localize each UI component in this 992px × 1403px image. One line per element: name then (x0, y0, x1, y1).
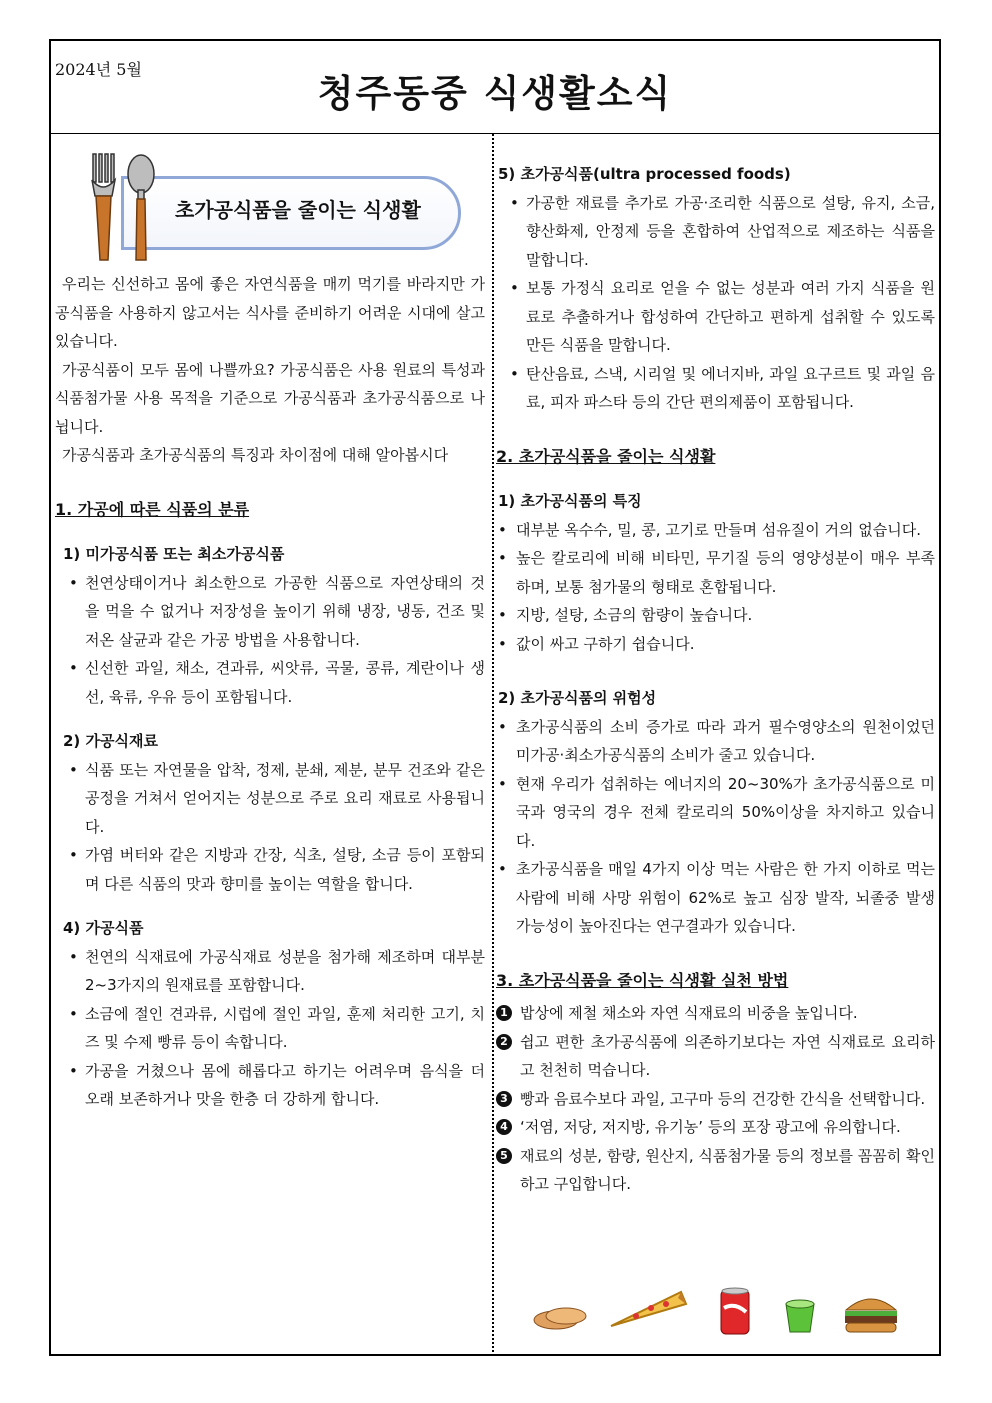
subsection-2-1-list (496, 516, 935, 659)
list-item: 2 쉽고 편한 초가공식품에 의존하기보다는 자연 식재료로 요리하고 천천히 먹습니다. (520, 1028, 935, 1085)
list-item: 4 ‘저염, 저당, 저지방, 유기농’ 등의 포장 광고에 유의합니다. (520, 1113, 935, 1142)
list-item: • 가염 버터와 같은 지방과 간장, 식초, 설탕, 소금 등이 포함되며 다른 식품의 맛과 향미를 높이는 역할을 합니다. (85, 841, 485, 898)
intro-paragraph-2: 가공식품이 모두 몸에 나쁠까요? 가공식품은 사용 원료의 특성과 식품첨가물 사용 목적을 기준으로 가공식품과 초가공식품으로 나뉩니다. (55, 360, 485, 436)
list-item: • 천연의 식재료에 가공식재료 성분을 첨가해 제조하며 대부분 2~3가지의 원재료를 포함합니다. (85, 943, 485, 1000)
list-item: • 지방, 설탕, 소금의 함량이 높습니다. (516, 601, 935, 630)
number-badge: 5 (496, 1148, 512, 1164)
list-item: • 식품 또는 자연물을 압착, 정제, 분쇄, 제분, 분무 건조와 같은 공정을 거쳐서 얻어지는 성분으로 주로 요리 재료로 사용됩니다. (85, 756, 485, 842)
list-item: • 높은 칼로리에 비해 비타민, 무기질 등의 영양성분이 매우 부족하며, 보통 첨가물의 형태로 혼합됩니다. (516, 544, 935, 601)
list-item: • 초가공식품의 소비 증가로 따라 과거 필수영양소의 원천이었던 미가공·최소가공식품의 소비가 줄고 있습니다. (516, 713, 935, 770)
food-illustrations (516, 1282, 916, 1342)
newsletter-frame (49, 39, 941, 1356)
soda-can-icon (721, 1288, 749, 1334)
list-item: • 값이 싸고 구하기 쉽습니다. (516, 630, 935, 659)
issue-date: 2024년 5월 (55, 60, 142, 79)
list-item: 5 재료의 성분, 함량, 원산지, 식품첨가물 등의 정보를 꼼꼼히 확인하고 구입합니다. (520, 1142, 935, 1199)
green-cup-icon (786, 1300, 814, 1332)
header (51, 41, 939, 134)
list-item: • 보통 가정식 요리로 얻을 수 없는 성분과 여러 가지 식품을 원료로 추출하거나 합성하여 간단하고 편하게 섭취할 수 있도록 만든 식품을 말합니다. (526, 274, 935, 360)
intro-paragraph-3: 가공식품과 초가공식품의 특징과 차이점에 대해 알아봅시다 (62, 446, 449, 464)
subsection-1-4-title: 4) 가공식품 (63, 919, 144, 937)
left-column (51, 134, 491, 1114)
intro-paragraph-1: 우리는 신선하고 몸에 좋은 자연식품을 매끼 먹기를 바라지만 가공식품을 사용하지 않고서는 식사를 준비하기 어려운 시대에 살고 있습니다. (55, 275, 485, 350)
section-2-title: 2. 초가공식품을 줄이는 식생활 (496, 446, 716, 466)
list-item: • 소금에 절인 견과류, 시럽에 절인 과일, 훈제 처리한 고기, 치즈 및 수제 빵류 등이 속합니다. (85, 1000, 485, 1057)
banner-title: 초가공식품을 줄이는 식생활 (175, 198, 421, 222)
number-badge: 2 (496, 1034, 512, 1050)
number-badge: 1 (496, 1005, 512, 1021)
subsection-1-2-title: 2) 가공식재료 (63, 732, 158, 750)
list-item: • 대부분 옥수수, 밀, 콩, 고기로 만들며 섬유질이 거의 없습니다. (516, 516, 935, 545)
list-item: • 초가공식품을 매일 4가지 이상 먹는 사람은 한 가지 이하로 먹는 사람에 비해 사망 위험이 62%로 높고 심장 발작, 뇌졸중 발생 가능성이 높아진다는 연구결과가 있습니다. (516, 855, 935, 941)
list-item: • 신선한 과일, 채소, 견과류, 씨앗류, 곡물, 콩류, 계란이나 생선, 육류, 우유 등이 포함됩니다. (85, 654, 485, 711)
subsection-1-1-title: 1) 미가공식품 또는 최소가공식품 (63, 545, 285, 563)
column-divider (492, 134, 494, 1356)
list-item: • 가공한 재료를 추가로 가공·조리한 식품으로 설탕, 유지, 소금, 향산화제, 안정제 등을 혼합하여 산업적으로 제조하는 식품을 말합니다. (526, 189, 935, 275)
hamburger-icon (845, 1299, 897, 1332)
topic-banner (55, 148, 485, 270)
number-badge: 3 (496, 1091, 512, 1107)
subsection-1-2-list (55, 756, 485, 899)
page-title: 청주동중 식생활소식 (317, 72, 673, 115)
number-badge: 4 (496, 1119, 512, 1135)
list-item: • 천연상태이거나 최소한으로 가공한 식품으로 자연상태의 것을 먹을 수 없거나 저장성을 높이기 위해 냉장, 냉동, 건조 및 저온 살균과 같은 가공 방법을 사용합니다. (85, 569, 485, 655)
list-item: 1 밥상에 제철 채소와 자연 식재료의 비중을 높입니다. (520, 999, 935, 1028)
subsection-1-5-list (496, 189, 935, 417)
list-item: • 탄산음료, 스낵, 시리얼 및 에너지바, 과일 요구르트 및 과일 음료, 피자 파스타 등의 간단 편의제품이 포함됩니다. (526, 360, 935, 417)
subsection-1-4-list (55, 943, 485, 1114)
fork-spoon-icon (79, 152, 169, 264)
subsection-1-5-title: 5) 초가공식품(ultra processed foods) (498, 165, 791, 183)
pizza-slice-icon (611, 1292, 686, 1326)
list-item: 3 빵과 음료수보다 과일, 고구마 등의 건강한 간식을 선택합니다. (520, 1085, 935, 1114)
subsection-2-2-title: 2) 초가공식품의 위험성 (498, 689, 657, 707)
section-3-title: 3. 초가공식품을 줄이는 식생활 실천 방법 (496, 970, 789, 990)
subsection-1-1-list (55, 569, 485, 712)
section-1-title: 1. 가공에 따른 식품의 분류 (55, 499, 250, 519)
right-column (496, 134, 939, 1199)
subsection-2-2-list (496, 713, 935, 941)
list-item: • 현재 우리가 섭취하는 에너지의 20~30%가 초가공식품으로 미국과 영국의 경우 전체 칼로리의 50%이상을 차지하고 있습니다. (516, 770, 935, 856)
list-item: • 가공을 거쳤으나 몸에 해롭다고 하기는 어려우며 음식을 더 오래 보존하거나 맛을 한층 더 강하게 합니다. (85, 1057, 485, 1114)
section-3-list (496, 999, 935, 1199)
cookies-icon (534, 1308, 586, 1329)
subsection-2-1-title: 1) 초가공식품의 특징 (498, 492, 642, 510)
